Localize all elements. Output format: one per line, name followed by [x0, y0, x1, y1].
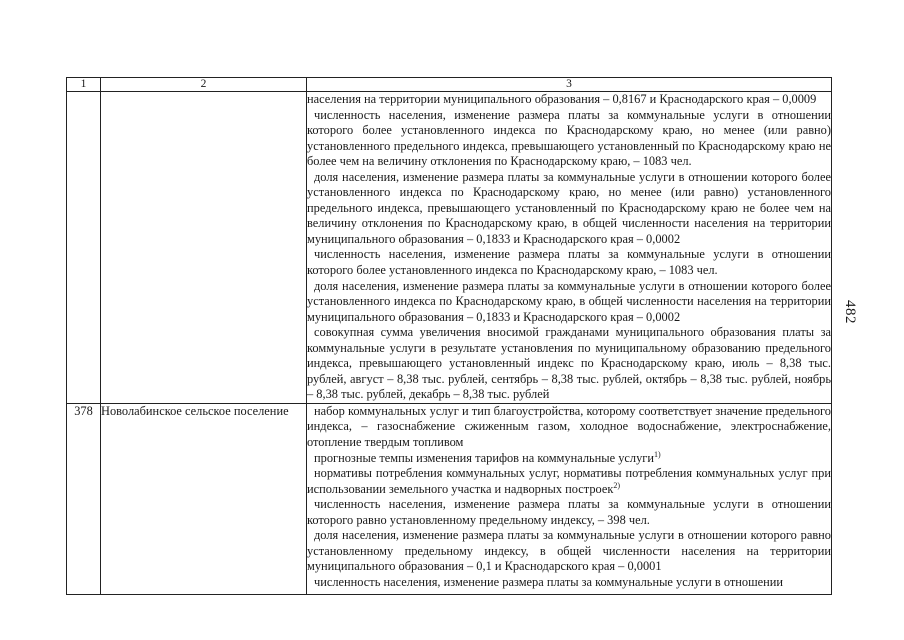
- row-description-cell: [307, 92, 832, 404]
- paragraph: доля населения, изменение размера платы за коммунальные услуги в отношении которого более установленного индекса по Краснодарскому краю, но менее (или равно) установленного предельного индекса, превышающего установленный по Краснодарскому краю не более чем на величину отклонения по Краснодарскому краю, в общей численности населения на территории муниципального образования – 0,1833 и Краснодарского края – 0,0002: [307, 169, 831, 246]
- row-name: Новолабинское сельское поселение: [101, 403, 307, 594]
- paragraph: численность населения, изменение размера платы за коммунальные услуги в отношении которого более установленного индекса по Краснодарскому краю, – 1083 чел.: [307, 247, 831, 278]
- paragraph: совокупная сумма увеличения вносимой гражданами муниципального образования платы за коммунальные услуги в результате установления по муниципальному образованию предельного индекса, превышающего установленный индекс по Краснодарскому краю, июль – 8,38 тыс. рублей, август – 8,38 тыс. рублей, сентябрь – 8,38 тыс. рублей, октябрь – 8,38 тыс. рублей, ноябрь – 8,38 тыс. рублей, декабрь – 8,38 тыс. рублей: [307, 325, 831, 402]
- paragraph: доля населения, изменение размера платы за коммунальные услуги в отношении которого равно установленному предельному индексу, в общей численности населения на территории муниципального образования – 0,1 и Краснодарского края – 0,0001: [307, 528, 831, 574]
- paragraph: [307, 451, 831, 467]
- paragraph: численность населения, изменение размера платы за коммунальные услуги в отношении которого более установленного индекса по Краснодарскому краю, но менее (или равно) установленного предельного индекса, превышающего установленный по Краснодарскому краю не более чем на величину отклонения по Краснодарскому краю, – 1083 чел.: [307, 107, 831, 169]
- paragraph: численность населения, изменение размера платы за коммунальные услуги в отношении которого равно установленному предельному индексу, – 398 чел.: [307, 497, 831, 527]
- row-name-cell: [101, 92, 307, 404]
- paragraph-text: прогнозные темпы изменения тарифов на коммунальные услуги: [314, 450, 654, 465]
- paragraph: населения на территории муниципального образования – 0,8167 и Краснодарского края – 0,0009: [307, 92, 817, 106]
- header-col-1: 1: [67, 78, 101, 92]
- row-description-cell: [307, 403, 832, 594]
- data-table: [66, 77, 832, 595]
- row-number-cell: [67, 92, 101, 404]
- row-number: 378: [67, 403, 101, 594]
- table-header-row: [67, 78, 832, 92]
- header-col-3: 3: [307, 78, 832, 92]
- paragraph-text: нормативы потребления коммунальных услуг, нормативы потребления коммунальных услуг при использовании земельного участка и надворных построек: [307, 466, 831, 496]
- page-number: 482: [842, 300, 858, 324]
- paragraph: [307, 466, 831, 497]
- table-row-continued: [67, 92, 832, 404]
- footnote-marker: 2): [613, 480, 621, 490]
- header-col-2: 2: [101, 78, 307, 92]
- paragraph: доля населения, изменение размера платы за коммунальные услуги в отношении которого более установленного индекса по Краснодарскому краю, в общей численности населения на территории муниципального образования – 0,1833 и Краснодарского края – 0,0002: [307, 278, 831, 324]
- table-row-378: [67, 403, 832, 594]
- paragraph: набор коммунальных услуг и тип благоустройства, которому соответствует значение предельного индекса, – газоснабжение сжиженным газом, холодное водоснабжение, электроснабжение, отопление твердым топливом: [307, 403, 831, 450]
- paragraph: численность населения, изменение размера платы за коммунальные услуги в отношении: [314, 574, 784, 589]
- footnote-marker: 1): [654, 449, 661, 459]
